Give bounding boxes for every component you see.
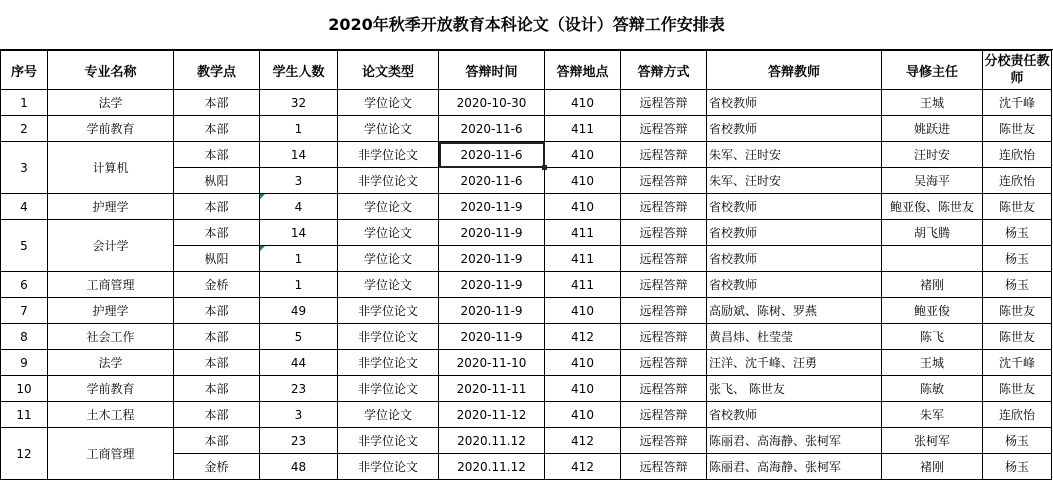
cell-site[interactable]: 本部 [174,220,260,246]
cell-seq[interactable]: 7 [1,298,48,324]
cell-type[interactable]: 非学位论文 [338,168,439,194]
cell-seq[interactable]: 11 [1,402,48,428]
table-row [1,428,1052,454]
cell-count[interactable]: 14 [260,220,338,246]
cell-site[interactable]: 本部 [174,298,260,324]
cell-major[interactable]: 护理学 [48,298,174,324]
cell-branch[interactable]: 杨玉 [983,454,1052,480]
cell-type[interactable]: 非学位论文 [338,350,439,376]
cell-count[interactable]: 48 [260,454,338,480]
cell-date[interactable]: 2020-11-6 [439,168,545,194]
cell-type[interactable]: 学位论文 [338,402,439,428]
cell-major[interactable]: 法学 [48,350,174,376]
cell-room[interactable]: 411 [545,220,621,246]
cell-seq[interactable]: 4 [1,194,48,220]
cell-branch[interactable]: 陈世友 [983,194,1052,220]
cell-count[interactable]: 4 [260,194,338,220]
cell-count[interactable]: 14 [260,142,338,168]
header-teachers[interactable]: 答辩教师 [707,51,882,90]
cell-branch[interactable]: 杨玉 [983,428,1052,454]
cell-site[interactable]: 枞阳 [174,246,260,272]
cell-site[interactable]: 本部 [174,194,260,220]
cell-teachers[interactable]: 省校教师 [707,116,882,142]
cell-mode[interactable]: 远程答辩 [621,350,707,376]
cell-count[interactable]: 32 [260,90,338,116]
cell-branch[interactable]: 连欣怡 [983,402,1052,428]
cell-site[interactable]: 本部 [174,90,260,116]
cell-seq[interactable]: 10 [1,376,48,402]
cell-branch[interactable]: 沈千峰 [983,90,1052,116]
cell-type[interactable]: 非学位论文 [338,142,439,168]
cell-branch[interactable]: 陈世友 [983,376,1052,402]
cell-date[interactable]: 2020-10-30 [439,90,545,116]
cell-type[interactable]: 非学位论文 [338,428,439,454]
cell-major[interactable]: 护理学 [48,194,174,220]
cell-teachers[interactable]: 张飞、 陈世友 [707,376,882,402]
cell-teachers[interactable]: 省校教师 [707,272,882,298]
cell-teachers[interactable]: 陈丽君、高海静、张柯军 [707,428,882,454]
header-type[interactable]: 论文类型 [338,51,439,90]
cell-type[interactable]: 学位论文 [338,116,439,142]
cell-mode[interactable]: 远程答辩 [621,298,707,324]
cell-director[interactable]: 朱军 [882,402,983,428]
cell-director[interactable]: 汪时安 [882,142,983,168]
cell-room[interactable]: 410 [545,90,621,116]
cell-seq[interactable]: 2 [1,116,48,142]
cell-room[interactable]: 410 [545,402,621,428]
cell-date[interactable]: 2020-11-10 [439,350,545,376]
cell-date[interactable]: 2020-11-9 [439,246,545,272]
cell-room[interactable]: 410 [545,350,621,376]
cell-room[interactable]: 412 [545,428,621,454]
cell-major[interactable]: 工商管理 [48,272,174,298]
cell-director[interactable]: 王城 [882,350,983,376]
cell-site[interactable]: 本部 [174,142,260,168]
cell-room[interactable]: 410 [545,168,621,194]
cell-branch[interactable]: 杨玉 [983,272,1052,298]
cell-date[interactable]: 2020-11-6 [439,142,545,168]
cell-count[interactable]: 3 [260,168,338,194]
cell-site[interactable]: 金桥 [174,272,260,298]
cell-room[interactable]: 410 [545,376,621,402]
cell-mode[interactable]: 远程答辩 [621,168,707,194]
cell-date[interactable]: 2020.11.12 [439,454,545,480]
cell-teachers[interactable]: 省校教师 [707,220,882,246]
cell-director[interactable]: 陈飞 [882,324,983,350]
table-row [1,142,1052,168]
cell-teachers[interactable]: 陈丽君、高海静、张柯军 [707,454,882,480]
cell-room[interactable]: 412 [545,454,621,480]
cell-date[interactable]: 2020-11-9 [439,298,545,324]
header-row [1,51,1052,90]
cell-director[interactable]: 张柯军 [882,428,983,454]
cell-major[interactable]: 社会工作 [48,324,174,350]
header-major[interactable]: 专业名称 [48,51,174,90]
cell-date[interactable]: 2020-11-9 [439,220,545,246]
table-row [1,350,1052,376]
cell-seq[interactable]: 3 [1,142,48,194]
sheet-title: 2020年秋季开放教育本科论文（设计）答辩工作安排表 [0,0,1053,50]
cell-count[interactable]: 5 [260,324,338,350]
schedule-table [0,50,1052,480]
cell-director[interactable]: 陈敏 [882,376,983,402]
cell-site[interactable]: 金桥 [174,454,260,480]
header-branch[interactable]: 分校责任教师 [983,51,1052,90]
cell-type[interactable]: 非学位论文 [338,298,439,324]
header-mode[interactable]: 答辩方式 [621,51,707,90]
cell-major[interactable]: 学前教育 [48,376,174,402]
cell-branch[interactable]: 陈世友 [983,324,1052,350]
cell-mode[interactable]: 远程答辩 [621,376,707,402]
cell-count[interactable]: 44 [260,350,338,376]
cell-director[interactable]: 吴海平 [882,168,983,194]
cell-mode[interactable]: 远程答辩 [621,272,707,298]
table-row [1,376,1052,402]
cell-teachers[interactable]: 黄昌炜、杜莹莹 [707,324,882,350]
cell-seq[interactable]: 1 [1,90,48,116]
table-row [1,402,1052,428]
cell-room[interactable]: 411 [545,246,621,272]
cell-room[interactable]: 410 [545,142,621,168]
cell-director[interactable]: 褚刚 [882,272,983,298]
cell-mode[interactable]: 远程答辩 [621,246,707,272]
cell-teachers[interactable]: 朱军、汪时安 [707,142,882,168]
cell-date[interactable]: 2020-11-9 [439,272,545,298]
cell-date[interactable]: 2020-11-12 [439,402,545,428]
table-row [1,220,1052,246]
cell-director[interactable] [882,246,983,272]
cell-type[interactable]: 非学位论文 [338,376,439,402]
cell-site[interactable]: 本部 [174,324,260,350]
cell-type[interactable]: 非学位论文 [338,324,439,350]
cell-major[interactable]: 工商管理 [48,428,174,480]
cell-mode[interactable]: 远程答辩 [621,116,707,142]
cell-seq[interactable]: 6 [1,272,48,298]
cell-director[interactable]: 姚跃进 [882,116,983,142]
cell-type[interactable]: 学位论文 [338,272,439,298]
cell-mode[interactable]: 远程答辩 [621,454,707,480]
cell-date[interactable]: 2020-11-11 [439,376,545,402]
cell-type[interactable]: 学位论文 [338,246,439,272]
cell-mode[interactable]: 远程答辩 [621,324,707,350]
cell-major[interactable]: 法学 [48,90,174,116]
cell-director[interactable]: 鲍亚俊 [882,298,983,324]
cell-teachers[interactable]: 朱军、汪时安 [707,168,882,194]
cell-date[interactable]: 2020-11-6 [439,116,545,142]
table-row [1,298,1052,324]
cell-mode[interactable]: 远程答辩 [621,220,707,246]
cell-branch[interactable]: 陈世友 [983,116,1052,142]
cell-mode[interactable]: 远程答辩 [621,194,707,220]
header-count[interactable]: 学生人数 [260,51,338,90]
cell-count[interactable]: 23 [260,428,338,454]
cell-major[interactable]: 会计学 [48,220,174,272]
cell-count[interactable]: 49 [260,298,338,324]
header-room[interactable]: 答辩地点 [545,51,621,90]
table-row [1,324,1052,350]
cell-room[interactable]: 410 [545,298,621,324]
cell-room[interactable]: 412 [545,324,621,350]
cell-site[interactable]: 枞阳 [174,168,260,194]
cell-mode[interactable]: 远程答辩 [621,90,707,116]
cell-count[interactable]: 3 [260,402,338,428]
cell-director[interactable]: 王城 [882,90,983,116]
header-seq[interactable]: 序号 [1,51,48,90]
cell-teachers[interactable]: 高励斌、陈树、罗燕 [707,298,882,324]
cell-branch[interactable]: 杨玉 [983,246,1052,272]
cell-room[interactable]: 411 [545,116,621,142]
cell-site[interactable]: 本部 [174,428,260,454]
cell-count[interactable]: 23 [260,376,338,402]
table-row [1,194,1052,220]
cell-teachers[interactable]: 省校教师 [707,246,882,272]
table-row [1,272,1052,298]
cell-seq[interactable]: 8 [1,324,48,350]
header-director[interactable]: 导修主任 [882,51,983,90]
cell-seq[interactable]: 9 [1,350,48,376]
cell-site[interactable]: 本部 [174,402,260,428]
cell-branch[interactable]: 杨玉 [983,220,1052,246]
cell-site[interactable]: 本部 [174,376,260,402]
cell-count[interactable]: 1 [260,246,338,272]
cell-major[interactable]: 计算机 [48,142,174,194]
cell-teachers[interactable]: 省校教师 [707,194,882,220]
cell-teachers[interactable]: 省校教师 [707,402,882,428]
table-row [1,116,1052,142]
cell-type[interactable]: 学位论文 [338,90,439,116]
cell-site[interactable]: 本部 [174,116,260,142]
cell-date[interactable]: 2020-11-9 [439,194,545,220]
cell-type[interactable]: 学位论文 [338,220,439,246]
cell-date[interactable]: 2020-11-9 [439,324,545,350]
cell-branch[interactable]: 沈千峰 [983,350,1052,376]
cell-branch[interactable]: 连欣怡 [983,142,1052,168]
cell-type[interactable]: 非学位论文 [338,454,439,480]
cell-seq[interactable]: 5 [1,220,48,272]
cell-type[interactable]: 学位论文 [338,194,439,220]
cell-director[interactable]: 胡飞腾 [882,220,983,246]
cell-site[interactable]: 本部 [174,350,260,376]
header-site[interactable]: 教学点 [174,51,260,90]
fill-handle[interactable] [542,165,547,170]
cell-branch[interactable]: 连欣怡 [983,168,1052,194]
cell-mode[interactable]: 远程答辩 [621,428,707,454]
cell-teachers[interactable]: 汪洋、沈千峰、汪勇 [707,350,882,376]
table-row [1,90,1052,116]
cell-teachers[interactable]: 省校教师 [707,90,882,116]
cell-mode[interactable]: 远程答辩 [621,142,707,168]
cell-room[interactable]: 411 [545,272,621,298]
cell-count[interactable]: 1 [260,116,338,142]
cell-room[interactable]: 410 [545,194,621,220]
header-date[interactable]: 答辩时间 [439,51,545,90]
cell-date[interactable]: 2020.11.12 [439,428,545,454]
cell-director[interactable]: 褚刚 [882,454,983,480]
cell-director[interactable]: 鲍亚俊、陈世友 [882,194,983,220]
cell-count[interactable]: 1 [260,272,338,298]
cell-seq[interactable]: 12 [1,428,48,480]
cell-mode[interactable]: 远程答辩 [621,402,707,428]
cell-branch[interactable]: 陈世友 [983,298,1052,324]
cell-major[interactable]: 土木工程 [48,402,174,428]
cell-major[interactable]: 学前教育 [48,116,174,142]
